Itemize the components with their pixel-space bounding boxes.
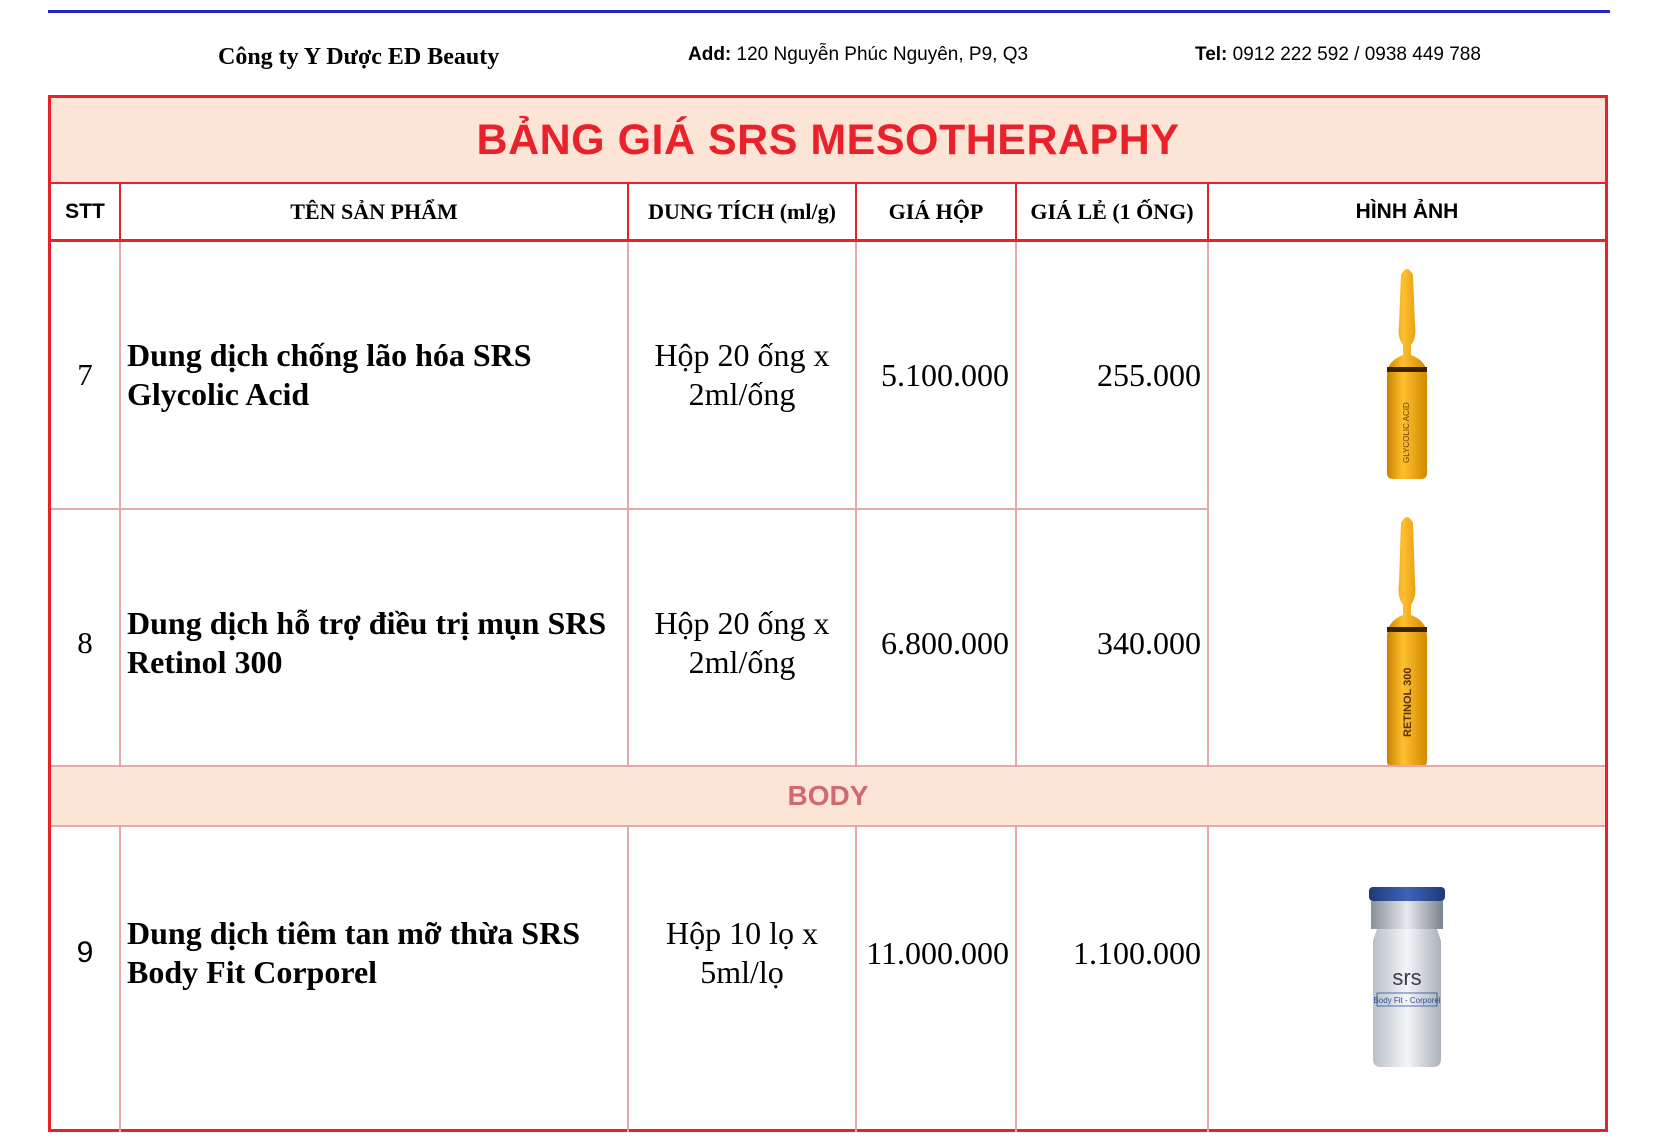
table-title-band [51, 98, 1605, 182]
company-name: Công ty Y Dược ED Beauty [218, 44, 500, 70]
phone-value: 0912 222 592 / 0938 449 788 [1232, 44, 1481, 65]
table-row-8-name [121, 510, 627, 776]
table-row-9-unit-price: 1.100.000 [1073, 934, 1201, 971]
table-row-8-unit-price: 340.000 [1097, 624, 1201, 661]
capacity-line: 2ml/ống [688, 376, 796, 412]
table-row-7-stt: 7 [77, 357, 93, 392]
table-row-7-unit-price: 255.000 [1097, 356, 1201, 393]
section-band-body [51, 767, 1605, 825]
table-row-7-name [121, 242, 627, 508]
capacity-line: Hộp 10 lọ x [666, 915, 818, 951]
header-divider [627, 184, 629, 241]
table-row-7-capacity [629, 242, 855, 508]
product-name-line: Dung dịch hỗ trợ điều trị mụn SRS [127, 605, 607, 641]
column-header-box-price: GIÁ HỘP [888, 198, 984, 224]
capacity-line: 2ml/ống [688, 644, 796, 680]
column-header-name: TÊN SẢN PHẨM [290, 198, 458, 224]
table-row-7-box-price: 5.100.000 [881, 356, 1009, 393]
column-header-stt: STT [65, 199, 105, 223]
column-header-capacity: DUNG TÍCH (ml/g) [648, 198, 836, 224]
ampoule-icon [1377, 511, 1437, 771]
product-image-retinol-300 [1209, 510, 1605, 772]
top-rule [48, 10, 1610, 13]
table-row-9-capacity [629, 827, 855, 1079]
table-row-8-capacity [629, 510, 855, 776]
address-label: Add: [688, 44, 732, 65]
table-row-8-stt: 8 [77, 625, 93, 660]
header-divider [1015, 184, 1017, 241]
capacity-line: Hộp 20 ống x [654, 605, 830, 641]
capacity-line: 5ml/lọ [700, 954, 784, 990]
product-name-line: Body Fit Corporel [127, 954, 378, 990]
header-divider [1207, 184, 1209, 241]
vial-icon [1357, 883, 1457, 1073]
product-name-line: Retinol 300 [127, 644, 283, 680]
product-image-glycolic-acid [1209, 248, 1605, 498]
section-title-body: BODY [787, 780, 869, 811]
product-name-line: Glycolic Acid [127, 376, 310, 412]
price-table [48, 95, 1608, 1132]
column-header-image: HÌNH ẢNH [1355, 199, 1459, 223]
company-address [688, 44, 1028, 66]
ampoule-icon [1377, 263, 1437, 483]
company-phone [1195, 44, 1481, 66]
table-row-9-box-price: 11.000.000 [866, 934, 1009, 971]
header-divider [855, 184, 857, 241]
table-header [51, 182, 1605, 242]
table-row-9-name [121, 827, 627, 1079]
product-name-line: Dung dịch tiêm tan mỡ thừa SRS [127, 915, 580, 951]
address-value: 120 Nguyễn Phúc Nguyên, P9, Q3 [736, 44, 1029, 65]
capacity-line: Hộp 20 ống x [654, 337, 830, 373]
product-name-line: Dung dịch chống lão hóa SRS [127, 337, 532, 373]
ampoule-label: GLYCOLIC ACID [1402, 402, 1411, 463]
vial-label: Body Fit - Corporel [1373, 996, 1441, 1005]
table-row-8-box-price: 6.800.000 [881, 624, 1009, 661]
header-divider [119, 184, 121, 241]
column-header-unit-price: GIÁ LẺ (1 ỐNG) [1030, 198, 1194, 224]
phone-label: Tel: [1195, 44, 1228, 65]
table-row-9-stt: 9 [76, 936, 94, 969]
letterhead [0, 40, 1653, 76]
vial-brand: srs [1392, 965, 1422, 990]
table-title: BẢNG GIÁ SRS MESOTHERAPHY [476, 115, 1180, 164]
product-image-body-fit [1209, 868, 1605, 1088]
ampoule-label: RETINOL 300 [1402, 667, 1414, 737]
